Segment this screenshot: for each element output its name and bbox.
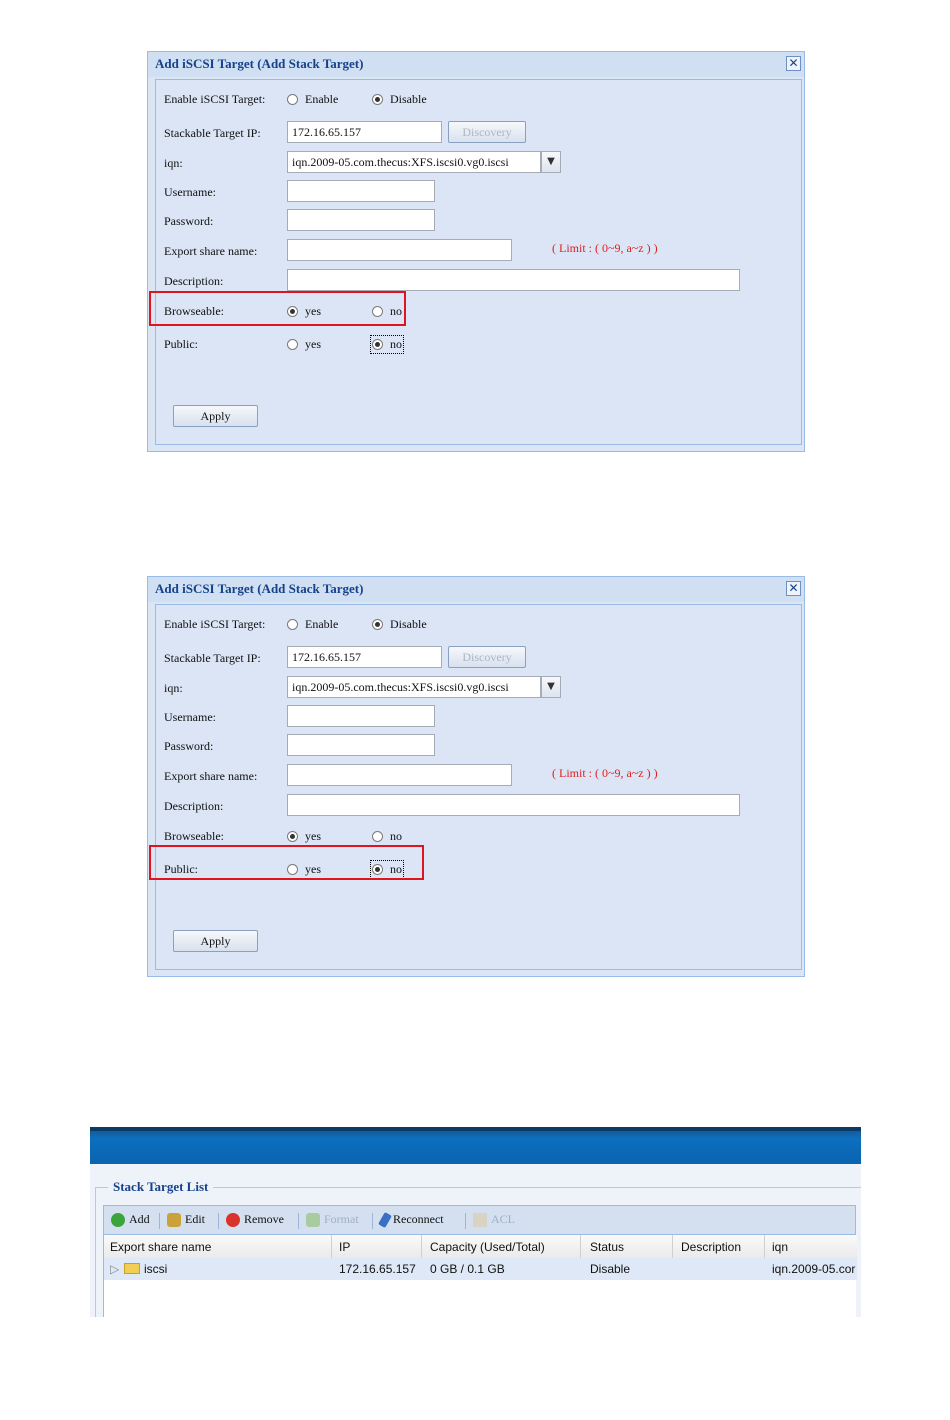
description-input[interactable] bbox=[287, 794, 740, 816]
enable-iscsi-label: Enable iSCSI Target: bbox=[164, 92, 266, 106]
radio-selected-icon bbox=[287, 831, 298, 842]
acl-label: ACL bbox=[491, 1212, 515, 1226]
add-button[interactable] bbox=[111, 1212, 150, 1227]
public-yes-radio[interactable] bbox=[287, 337, 321, 352]
password-input[interactable] bbox=[287, 734, 435, 756]
yes-label: yes bbox=[305, 829, 321, 843]
column-divider bbox=[764, 1235, 765, 1258]
radio-icon bbox=[287, 339, 298, 350]
radio-selected-icon bbox=[372, 619, 383, 630]
iqn-cell: iqn.2009-05.cor bbox=[772, 1262, 856, 1276]
stack-target-panel bbox=[90, 1127, 861, 1317]
stack-toolbar bbox=[103, 1205, 856, 1235]
public-no-radio[interactable] bbox=[372, 337, 402, 352]
highlight-box-browseable bbox=[149, 291, 406, 326]
gear-icon bbox=[167, 1213, 181, 1227]
export-share-label: Export share name: bbox=[164, 769, 258, 783]
expand-arrow-icon[interactable]: ▷ bbox=[110, 1262, 120, 1276]
no-label: no bbox=[390, 862, 402, 876]
toolbar-divider bbox=[159, 1213, 160, 1229]
column-divider bbox=[672, 1235, 673, 1258]
password-input[interactable] bbox=[287, 209, 435, 231]
limit-hint: ( Limit : ( 0~9, a~z ) ) bbox=[552, 766, 658, 780]
enable-iscsi-label: Enable iSCSI Target: bbox=[164, 617, 266, 631]
no-label: no bbox=[390, 304, 402, 318]
reconnect-button[interactable] bbox=[381, 1212, 444, 1227]
stackable-ip-input[interactable]: 172.16.65.157 bbox=[287, 646, 442, 668]
export-share-label: Export share name: bbox=[164, 244, 258, 258]
username-label: Username: bbox=[164, 185, 216, 199]
dialog-body bbox=[155, 604, 802, 970]
toolbar-divider bbox=[465, 1213, 466, 1229]
browseable-label: Browseable: bbox=[164, 304, 224, 318]
header-bar bbox=[90, 1127, 861, 1164]
puzzle-icon bbox=[306, 1213, 320, 1227]
disable-option-label: Disable bbox=[390, 92, 427, 106]
description-label: Description: bbox=[164, 799, 224, 813]
browseable-yes-radio[interactable] bbox=[287, 829, 321, 844]
disable-option-label: Disable bbox=[390, 617, 427, 631]
enable-radio[interactable] bbox=[287, 92, 338, 107]
stack-target-grid bbox=[103, 1235, 856, 1317]
ip-cell: 172.16.65.157 bbox=[339, 1262, 416, 1276]
yes-label: yes bbox=[305, 862, 321, 876]
browseable-label: Browseable: bbox=[164, 829, 224, 843]
limit-hint: ( Limit : ( 0~9, a~z ) ) bbox=[552, 241, 658, 255]
username-input[interactable] bbox=[287, 705, 435, 727]
close-icon[interactable]: ✕ bbox=[786, 581, 801, 596]
enable-option-label: Enable bbox=[305, 92, 339, 106]
iqn-label: iqn: bbox=[164, 681, 183, 695]
remove-icon bbox=[226, 1213, 240, 1227]
iqn-label: iqn: bbox=[164, 156, 183, 170]
yes-label: yes bbox=[305, 304, 321, 318]
column-header[interactable]: Description bbox=[681, 1240, 742, 1254]
column-divider bbox=[580, 1235, 581, 1258]
capacity-cell: 0 GB / 0.1 GB bbox=[430, 1262, 505, 1276]
lock-icon bbox=[473, 1213, 487, 1227]
remove-label: Remove bbox=[244, 1212, 284, 1226]
dialog-title: Add iSCSI Target (Add Stack Target) bbox=[148, 577, 804, 602]
chevron-down-icon[interactable]: ▼ bbox=[541, 676, 561, 698]
column-header[interactable]: Status bbox=[590, 1240, 625, 1254]
radio-selected-icon bbox=[372, 339, 383, 350]
table-row[interactable] bbox=[104, 1258, 857, 1280]
format-label: Format bbox=[324, 1212, 359, 1226]
iqn-select[interactable]: iqn.2009-05.com.thecus:XFS.iscsi0.vg0.iscsi bbox=[287, 151, 541, 173]
add-stack-target-dialog-2 bbox=[147, 576, 805, 977]
add-icon bbox=[111, 1213, 125, 1227]
iqn-select[interactable]: iqn.2009-05.com.thecus:XFS.iscsi0.vg0.iscsi bbox=[287, 676, 541, 698]
folder-icon bbox=[124, 1263, 140, 1274]
reconnect-label: Reconnect bbox=[393, 1212, 444, 1226]
grid-header bbox=[104, 1235, 857, 1259]
remove-button[interactable] bbox=[226, 1212, 284, 1227]
highlight-box-public bbox=[149, 845, 424, 880]
radio-icon bbox=[372, 831, 383, 842]
dialog-body bbox=[155, 79, 802, 445]
radio-icon bbox=[287, 619, 298, 630]
column-header[interactable]: IP bbox=[339, 1240, 351, 1254]
column-header[interactable]: iqn bbox=[772, 1240, 789, 1254]
browseable-no-radio[interactable] bbox=[372, 829, 402, 844]
stack-target-list-title: Stack Target List bbox=[108, 1179, 213, 1195]
discovery-button[interactable]: Discovery bbox=[448, 121, 526, 143]
column-header[interactable]: Capacity (Used/Total) bbox=[430, 1240, 545, 1254]
column-divider bbox=[331, 1235, 332, 1258]
radio-selected-icon bbox=[372, 94, 383, 105]
share-name-cell: iscsi bbox=[144, 1262, 168, 1276]
column-divider bbox=[421, 1235, 422, 1258]
pencil-icon bbox=[378, 1211, 392, 1227]
apply-button[interactable]: Apply bbox=[173, 405, 258, 427]
enable-option-label: Enable bbox=[305, 617, 339, 631]
toolbar-divider bbox=[372, 1213, 373, 1229]
yes-label: yes bbox=[305, 337, 321, 351]
dialog-title: Add iSCSI Target (Add Stack Target) bbox=[148, 52, 804, 77]
discovery-button[interactable]: Discovery bbox=[448, 646, 526, 668]
format-button[interactable] bbox=[306, 1212, 359, 1227]
password-label: Password: bbox=[164, 214, 214, 228]
chevron-down-icon[interactable]: ▼ bbox=[541, 151, 561, 173]
toolbar-divider bbox=[218, 1213, 219, 1229]
no-label: no bbox=[390, 337, 402, 351]
disable-radio[interactable] bbox=[372, 617, 427, 632]
username-label: Username: bbox=[164, 710, 216, 724]
fieldset-border-left bbox=[95, 1187, 96, 1317]
enable-radio[interactable] bbox=[287, 617, 338, 632]
no-label: no bbox=[390, 829, 402, 843]
add-label: Add bbox=[129, 1212, 150, 1226]
username-input[interactable] bbox=[287, 180, 435, 202]
disable-radio[interactable] bbox=[372, 92, 427, 107]
stackable-ip-label: Stackable Target IP: bbox=[164, 651, 261, 665]
stackable-ip-input[interactable]: 172.16.65.157 bbox=[287, 121, 442, 143]
status-cell: Disable bbox=[590, 1262, 631, 1276]
public-label: Public: bbox=[164, 337, 199, 351]
add-stack-target-dialog-1 bbox=[147, 51, 805, 452]
export-share-input[interactable] bbox=[287, 239, 512, 261]
close-icon[interactable]: ✕ bbox=[786, 56, 801, 71]
column-header[interactable]: Export share name bbox=[110, 1240, 212, 1254]
edit-label: Edit bbox=[185, 1212, 205, 1226]
export-share-input[interactable] bbox=[287, 764, 512, 786]
apply-button[interactable]: Apply bbox=[173, 930, 258, 952]
edit-button[interactable] bbox=[167, 1212, 205, 1227]
public-label: Public: bbox=[164, 862, 199, 876]
toolbar-divider bbox=[298, 1213, 299, 1229]
description-input[interactable] bbox=[287, 269, 740, 291]
stackable-ip-label: Stackable Target IP: bbox=[164, 126, 261, 140]
radio-icon bbox=[287, 94, 298, 105]
acl-button[interactable] bbox=[473, 1212, 515, 1227]
description-label: Description: bbox=[164, 274, 224, 288]
password-label: Password: bbox=[164, 739, 214, 753]
